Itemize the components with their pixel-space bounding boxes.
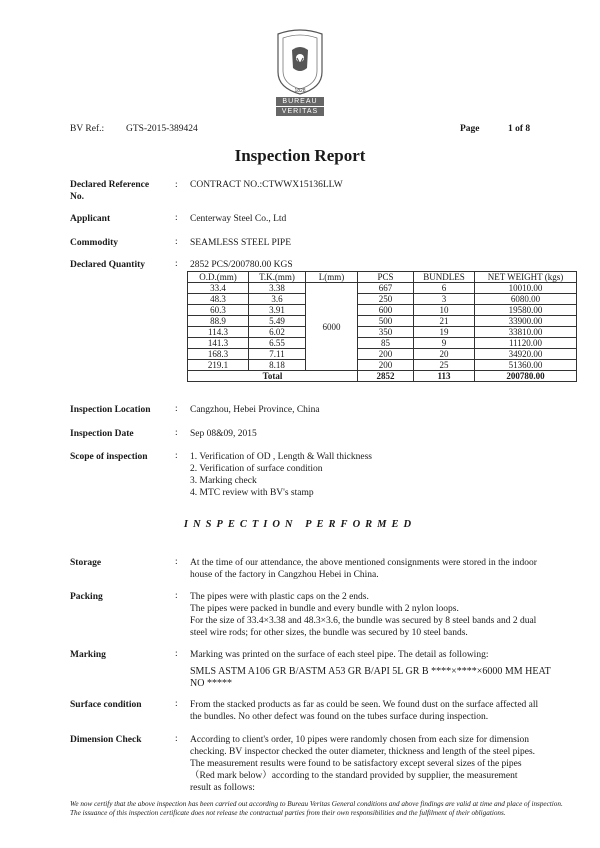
- bv-ref-value: GTS-2015-389424: [126, 124, 198, 134]
- inspection-date-label: Inspection Date: [70, 429, 134, 439]
- bundles-cell: 10: [414, 305, 475, 316]
- weight-cell: 51360.00: [475, 360, 577, 371]
- table-row: [188, 349, 577, 360]
- tk-cell: 7.11: [249, 349, 306, 360]
- declared-quantity-label: Declared Quantity: [70, 260, 146, 270]
- pcs-cell: 200: [358, 349, 414, 360]
- colon: :: [175, 451, 178, 461]
- tk-cell: 3.38: [249, 283, 306, 294]
- weight-cell: 19580.00: [475, 305, 577, 316]
- pcs-cell: 85: [358, 338, 414, 349]
- dimension-check-label: Dimension Check: [70, 735, 142, 745]
- colon: :: [175, 404, 178, 414]
- report-title: Inspection Report: [234, 146, 366, 165]
- od-cell: 33.4: [188, 283, 249, 294]
- logo-text-veritas: VERITAS: [281, 108, 319, 115]
- storage-text: [190, 557, 568, 581]
- text-line: From the stacked products as far as could be seen. We found dust on the surface affected all: [190, 700, 539, 710]
- inspection-date-value: Sep 08&09, 2015: [190, 429, 257, 439]
- od-cell: 168.3: [188, 349, 249, 360]
- colon: :: [175, 259, 178, 269]
- bundles-cell: 25: [414, 360, 475, 371]
- scope-label: Scope of inspection: [70, 452, 148, 462]
- table-row: [188, 283, 577, 294]
- bureau-veritas-logo: [274, 28, 326, 120]
- header-cell: PCS: [358, 272, 414, 283]
- declared-quantity-value: 2852 PCS/200780.00 KGS: [190, 260, 293, 270]
- logo-year: 1828: [294, 88, 306, 94]
- declared-reference-label-line2: No.: [70, 192, 84, 202]
- bundles-cell: 20: [414, 349, 475, 360]
- text-line: The pipes were packed in bundle and every bundle with 2 nylon loops.: [190, 604, 459, 614]
- certification-footer: We now certify that the above inspection has been carried out according to Bureau Veritas General conditions and above findings are valid at time and place of inspection. The issuance of this inspection certificate does not release the contractual parties from their own responsibilities and the fulfilment of their obligations.: [70, 800, 563, 817]
- tk-cell: 8.18: [249, 360, 306, 371]
- text-line: The measurement results were found to be satisfactory except several sizes of the pipes: [190, 759, 522, 769]
- weight-cell: 33900.00: [475, 316, 577, 327]
- applicant-value: Centerway Steel Co., Ltd: [190, 214, 287, 224]
- header-cell: BUNDLES: [414, 272, 475, 283]
- pcs-cell: 250: [358, 294, 414, 305]
- text-line: At the time of our attendance, the above mentioned consignments were stored in the indoor: [190, 558, 537, 568]
- colon: :: [175, 591, 178, 601]
- total-weight-cell: 200780.00: [475, 371, 577, 382]
- od-cell: 114.3: [188, 327, 249, 338]
- colon: :: [175, 180, 178, 190]
- text-line: （Red mark below）according to the standard provided by supplier, the measurement: [190, 771, 518, 781]
- commodity-label: Commodity: [70, 238, 119, 248]
- text-line: house of the factory in Cangzhou Hebei in China.: [190, 570, 379, 580]
- declared-reference-value: CONTRACT NO.:CTWWX15136LLW: [190, 180, 343, 190]
- scope-item: 3. Marking check: [190, 476, 257, 486]
- declared-reference-label-line1: Declared Reference: [70, 180, 150, 190]
- bundles-cell: 19: [414, 327, 475, 338]
- header-cell: T.K.(mm): [249, 272, 306, 283]
- total-pcs-cell: 2852: [358, 371, 414, 382]
- table-row: [188, 338, 577, 349]
- scope-item: 4. MTC review with BV's stamp: [190, 488, 314, 498]
- bv-ref-label: BV Ref.:: [70, 124, 105, 134]
- text-line: For the size of 33.4×3.38 and 48.3×3.6, the bundle was secured by 8 steel bands and 2 dual: [190, 616, 537, 626]
- header-cell: L(mm): [306, 272, 358, 283]
- total-bundles-cell: 113: [414, 371, 475, 382]
- dimension-check-text: [190, 734, 568, 794]
- colon: :: [175, 734, 178, 744]
- scope-list: [190, 451, 372, 499]
- pcs-cell: 350: [358, 327, 414, 338]
- text-line: NO *****: [190, 678, 232, 689]
- colon: :: [175, 649, 178, 659]
- table-row: [188, 294, 577, 305]
- inspection-location-value: Cangzhou, Hebei Province, China: [190, 405, 320, 415]
- colon: :: [175, 213, 178, 223]
- od-cell: 219.1: [188, 360, 249, 371]
- pcs-cell: 200: [358, 360, 414, 371]
- text-line: result as follows:: [190, 783, 255, 793]
- weight-cell: 33810.00: [475, 327, 577, 338]
- inspection-location-label: Inspection Location: [70, 405, 151, 415]
- text-line: steel wire rods; for other sizes, the bundle was secured by 10 steel bands.: [190, 628, 468, 638]
- tk-cell: 3.91: [249, 305, 306, 316]
- table-row: [188, 327, 577, 338]
- od-cell: 141.3: [188, 338, 249, 349]
- pcs-cell: 500: [358, 316, 414, 327]
- weight-cell: 11120.00: [475, 338, 577, 349]
- scope-item: 2. Verification of surface condition: [190, 464, 323, 474]
- pcs-cell: 667: [358, 283, 414, 294]
- quantity-table-body: [188, 272, 577, 382]
- surface-condition-text: [190, 699, 568, 723]
- marking-label: Marking: [70, 650, 106, 660]
- tk-cell: 6.02: [249, 327, 306, 338]
- packing-label: Packing: [70, 592, 103, 602]
- header-cell: NET WEIGHT (kgs): [475, 272, 577, 283]
- storage-label: Storage: [70, 558, 102, 568]
- pcs-cell: 600: [358, 305, 414, 316]
- bundles-cell: 21: [414, 316, 475, 327]
- text-line: Marking was printed on the surface of each steel pipe. The detail as following:: [190, 650, 489, 660]
- page-number: 1 of 8: [508, 124, 531, 134]
- total-row: [188, 371, 577, 382]
- tk-cell: 5.49: [249, 316, 306, 327]
- weight-cell: 6080.00: [475, 294, 577, 305]
- table-row: [188, 305, 577, 316]
- applicant-label: Applicant: [70, 214, 111, 224]
- table-row: [188, 360, 577, 371]
- od-cell: 60.3: [188, 305, 249, 316]
- tk-cell: 3.6: [249, 294, 306, 305]
- text-line: checking. BV inspector checked the outer diameter, thickness and length of the steel pipes.: [190, 747, 536, 757]
- weight-cell: 34920.00: [475, 349, 577, 360]
- text-line: According to client's order, 10 pipes were randomly chosen from each size for dimension: [190, 735, 530, 745]
- text-line: The pipes were with plastic caps on the 2 ends.: [190, 592, 369, 602]
- text-line: SMLS ASTM A106 GR B/ASTM A53 GR B/API 5L GR B ****×****×6000 MM HEAT: [190, 666, 551, 677]
- commodity-value: SEAMLESS STEEL PIPE: [190, 238, 291, 248]
- weight-cell: 10010.00: [475, 283, 577, 294]
- header-cell: O.D.(mm): [188, 272, 249, 283]
- text-line: the bundles. No other defect was found on the tubes surface during inspection.: [190, 712, 489, 722]
- colon: :: [175, 237, 178, 247]
- colon: :: [175, 557, 178, 567]
- table-row: [188, 316, 577, 327]
- marking-text: [190, 649, 568, 690]
- table-header-row: [188, 272, 577, 283]
- inspection-performed-heading: INSPECTION PERFORMED: [183, 519, 417, 530]
- tk-cell: 6.55: [249, 338, 306, 349]
- bundles-cell: 6: [414, 283, 475, 294]
- quantity-table: [187, 271, 577, 382]
- packing-text: [190, 591, 568, 639]
- colon: :: [175, 428, 178, 438]
- total-label: Total: [188, 371, 358, 382]
- logo-text-bureau: BUREAU: [282, 98, 318, 105]
- surface-condition-label: Surface condition: [70, 700, 142, 710]
- bundles-cell: 9: [414, 338, 475, 349]
- od-cell: 48.3: [188, 294, 249, 305]
- bundles-cell: 3: [414, 294, 475, 305]
- length-cell: 6000: [306, 283, 358, 371]
- declared-reference-label: [70, 179, 149, 203]
- od-cell: 88.9: [188, 316, 249, 327]
- colon: :: [175, 699, 178, 709]
- scope-item: 1. Verification of OD , Length & Wall thickness: [190, 452, 372, 462]
- page-label: Page: [460, 124, 480, 134]
